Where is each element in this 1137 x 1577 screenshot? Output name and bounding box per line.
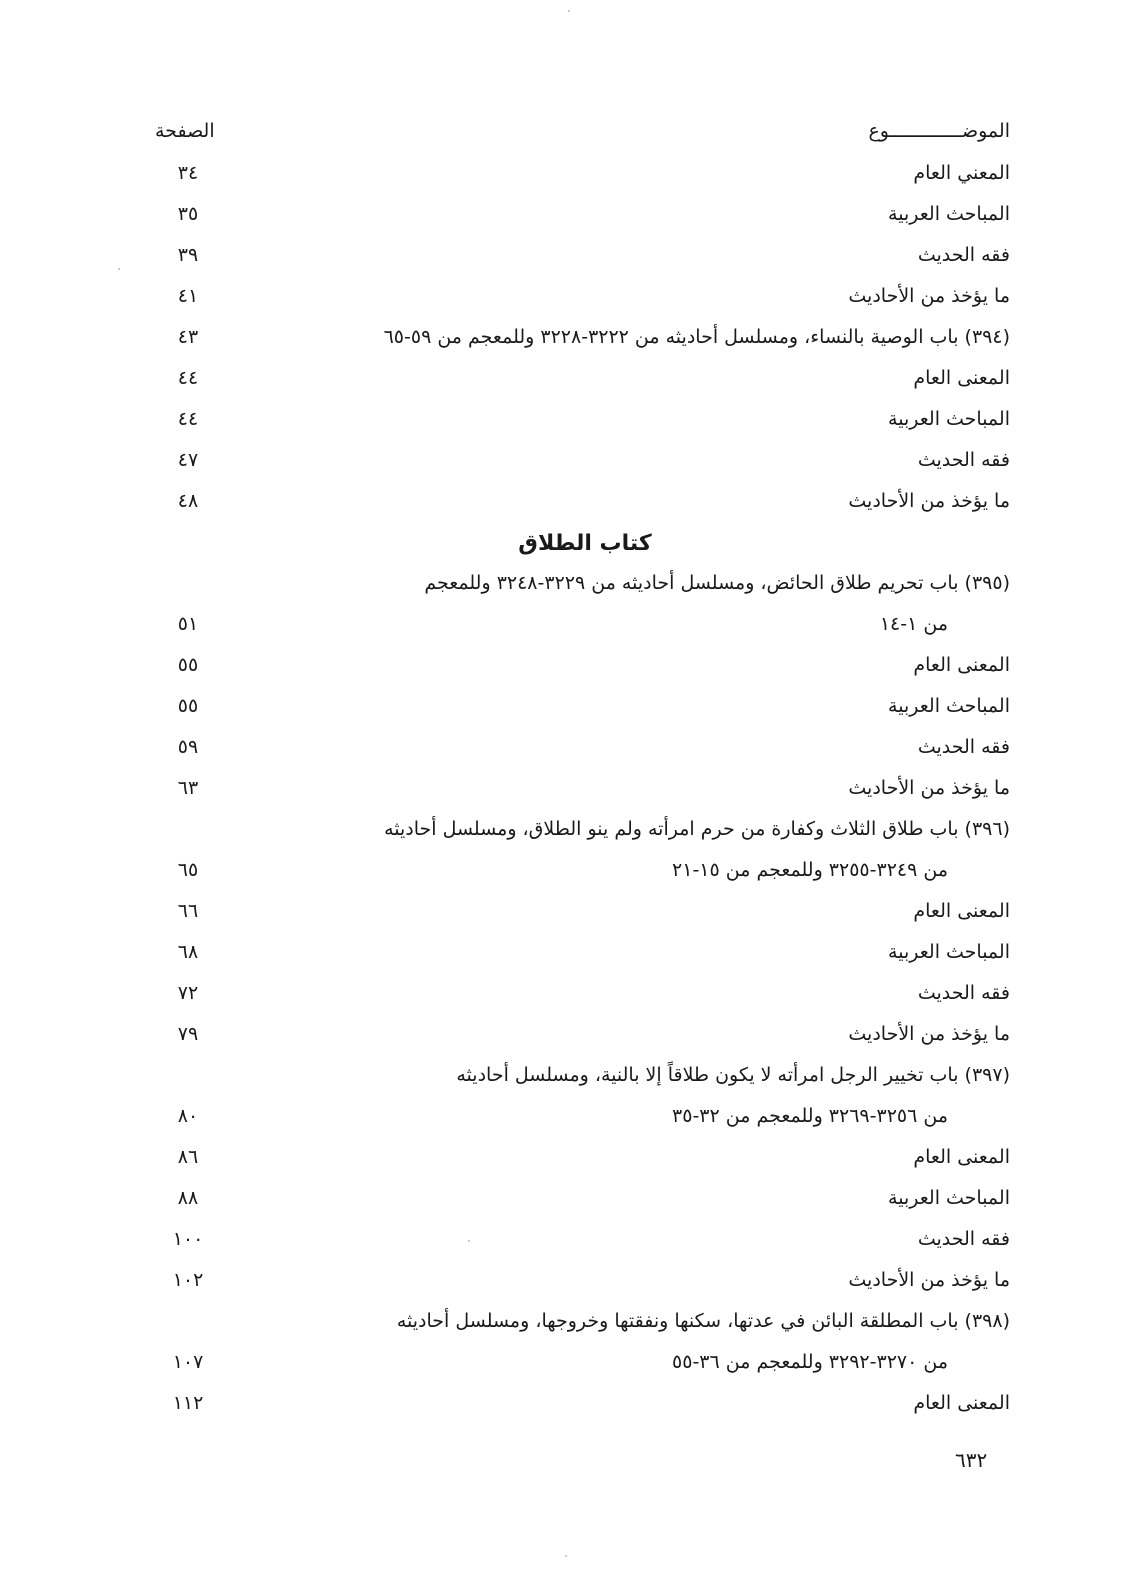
index-row [130, 1057, 1010, 1098]
entry-topic: فقه الحديث [917, 449, 1010, 471]
entry-page-number: ٥٥ [177, 654, 199, 676]
entry-topic: ما يؤخذ من الأحاديث [848, 777, 1010, 799]
entry-page-number: ٣٩ [177, 244, 199, 266]
index-row [130, 401, 1010, 442]
entry-page-number: ٦٥ [177, 859, 199, 881]
entry-topic: (٣٩٥) باب تحريم طلاق الحائض، ومسلسل أحاديثه من ٣٢٢٩-٣٢٤٨ وللمعجم [424, 572, 1010, 594]
entry-topic: فقه الحديث [917, 1228, 1010, 1250]
entry-topic: (٣٩٤) باب الوصية بالنساء، ومسلسل أحاديثه من ٣٢٢٢-٣٢٢٨ وللمعجم من ٥٩-٦٥ [383, 326, 1010, 348]
index-row [130, 442, 1010, 483]
entry-page-number: ١٠٧ [172, 1351, 204, 1373]
entry-topic: المعنى العام [913, 367, 1010, 389]
entry-page-number: ٦٦ [177, 900, 199, 922]
scan-speck [468, 1240, 470, 1242]
entry-page-number: ٣٥ [177, 203, 199, 225]
scan-speck [568, 10, 570, 12]
entry-page-number: ٤٤ [177, 367, 199, 389]
index-row [130, 975, 1010, 1016]
index-row [130, 688, 1010, 729]
entry-topic: ما يؤخذ من الأحاديث [848, 285, 1010, 307]
index-row [130, 1098, 1010, 1139]
entry-page-number: ٤٣ [177, 326, 199, 348]
index-row [130, 1385, 1010, 1426]
index-row [130, 155, 1010, 196]
index-row [130, 278, 1010, 319]
entry-topic: المعنى العام [913, 1392, 1010, 1414]
index-row [130, 770, 1010, 811]
entry-topic: المعنى العام [913, 654, 1010, 676]
scan-speck [565, 1555, 567, 1557]
entry-topic: (٣٩٧) باب تخيير الرجل امرأته لا يكون طلاقاً إلا بالنية، ومسلسل أحاديثه [456, 1064, 1010, 1086]
entry-topic: المعني العام [913, 162, 1010, 184]
page-column-header: الصفحة [155, 120, 215, 142]
entry-topic: فقه الحديث [917, 982, 1010, 1004]
entry-topic: من ٣٢٥٦-٣٢٦٩ وللمعجم من ٣٢-٣٥ [672, 1105, 948, 1127]
topic-column-header: الموضـــــــــــــوع [868, 120, 1010, 142]
entry-topic: المعنى العام [913, 900, 1010, 922]
entry-page-number: ١٠٠ [172, 1228, 204, 1250]
entry-topic: فقه الحديث [917, 736, 1010, 758]
entry-topic: المباحث العربية [888, 203, 1010, 225]
index-header [130, 114, 1010, 150]
entry-topic: من ٣٢٧٠-٣٢٩٢ وللمعجم من ٣٦-٥٥ [672, 1351, 948, 1373]
index-row [130, 893, 1010, 934]
entry-topic: ما يؤخذ من الأحاديث [848, 1023, 1010, 1045]
entry-page-number: ٤١ [177, 285, 199, 307]
entry-topic: المباحث العربية [888, 408, 1010, 430]
index-row [130, 1303, 1010, 1344]
entry-page-number: ١١٢ [172, 1392, 204, 1414]
entry-page-number: ٧٢ [177, 982, 199, 1004]
index-row [130, 319, 1010, 360]
entry-topic: ما يؤخذ من الأحاديث [848, 1269, 1010, 1291]
index-row [130, 1016, 1010, 1057]
entry-page-number: ٦٨ [177, 941, 199, 963]
entry-topic: ما يؤخذ من الأحاديث [848, 490, 1010, 512]
page-number: ٦٣٢ [955, 1448, 988, 1472]
index-row [130, 729, 1010, 770]
index-row [130, 1180, 1010, 1221]
entry-topic: من ٣٢٤٩-٣٢٥٥ وللمعجم من ١٥-٢١ [672, 859, 948, 881]
entry-topic: المباحث العربية [888, 695, 1010, 717]
index-row [130, 196, 1010, 237]
index-row [130, 811, 1010, 852]
index-row [130, 1139, 1010, 1180]
entry-page-number: ٣٤ [177, 162, 199, 184]
entry-page-number: ١٠٢ [172, 1269, 204, 1291]
index-entries [130, 155, 1010, 1426]
entry-page-number: ٦٣ [177, 777, 199, 799]
entry-topic: المباحث العربية [888, 1187, 1010, 1209]
index-row [130, 1221, 1010, 1262]
entry-page-number: ٤٨ [177, 490, 199, 512]
entry-page-number: ٤٤ [177, 408, 199, 430]
entry-topic: من ١-١٤ [879, 613, 948, 635]
entry-page-number: ٥١ [177, 613, 199, 635]
index-row [130, 647, 1010, 688]
index-row [130, 483, 1010, 524]
entry-page-number: ٥٩ [177, 736, 199, 758]
index-row [130, 606, 1010, 647]
entry-topic: (٣٩٦) باب طلاق الثلاث وكفارة من حرم امرأته ولم ينو الطلاق، ومسلسل أحاديثه [384, 818, 1010, 840]
entry-page-number: ٨٠ [177, 1105, 199, 1127]
section-heading-row [130, 524, 1010, 565]
entry-page-number: ٨٨ [177, 1187, 199, 1209]
entry-page-number: ٥٥ [177, 695, 199, 717]
entry-page-number: ٤٧ [177, 449, 199, 471]
entry-page-number: ٨٦ [177, 1146, 199, 1168]
index-row [130, 360, 1010, 401]
index-row [130, 237, 1010, 278]
scan-speck [118, 268, 120, 270]
index-row [130, 565, 1010, 606]
entry-topic: المعنى العام [913, 1146, 1010, 1168]
entry-page-number: ٧٩ [177, 1023, 199, 1045]
section-heading: كتاب الطلاق [518, 531, 652, 556]
entry-topic: المباحث العربية [888, 941, 1010, 963]
index-row [130, 1344, 1010, 1385]
entry-topic: فقه الحديث [917, 244, 1010, 266]
index-row [130, 934, 1010, 975]
index-row [130, 852, 1010, 893]
index-row [130, 1262, 1010, 1303]
entry-topic: (٣٩٨) باب المطلقة البائن في عدتها، سكنها ونفقتها وخروجها، ومسلسل أحاديثه [396, 1310, 1010, 1332]
